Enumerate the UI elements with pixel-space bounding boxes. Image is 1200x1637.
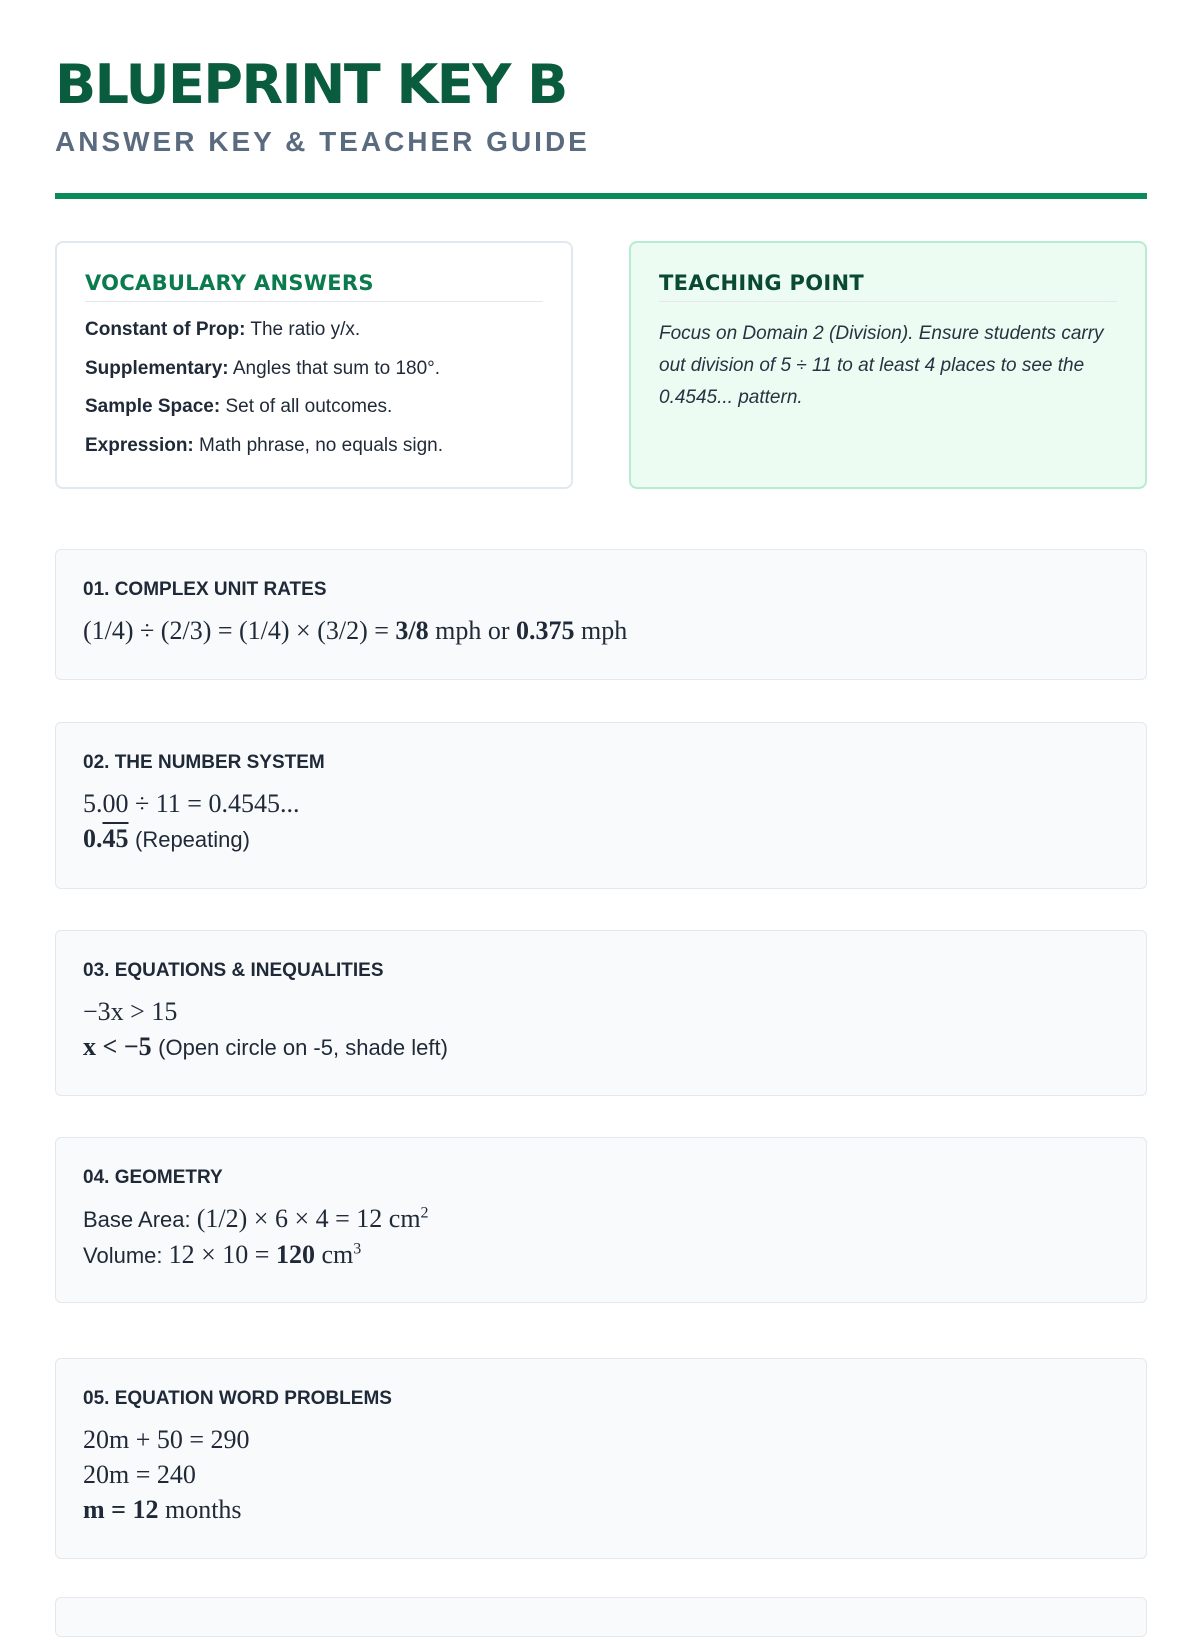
answer-fraction: 3/8 [395, 616, 429, 645]
vocab-definition: Angles that sum to 180°. [232, 357, 441, 379]
section-geometry [55, 1137, 1147, 1303]
base-area-label: Base Area: [83, 1207, 197, 1232]
page-title: BLUEPRINT KEY B [55, 53, 567, 116]
section-heading: 01. COMPLEX UNIT RATES [83, 579, 327, 600]
vocab-item [85, 395, 543, 420]
volume-label: Volume: [83, 1243, 169, 1268]
section-answer-line [83, 613, 1119, 648]
volume-exponent: 3 [353, 1240, 362, 1258]
answer-note: (Repeating) [135, 827, 250, 852]
section-heading: 04. GEOMETRY [83, 1167, 223, 1188]
vocab-item [85, 434, 543, 459]
section-answer-line [83, 821, 1119, 857]
answer-connector: mph or [428, 616, 517, 645]
work-line: −3x > 15 [83, 997, 178, 1026]
section-answer-line [83, 1237, 1119, 1273]
vocab-term: Constant of Prop: [85, 319, 246, 340]
section-heading: 05. EQUATION WORD PROBLEMS [83, 1388, 392, 1409]
section-next [55, 1597, 1147, 1637]
answer-inequality: x < −5 [83, 1032, 152, 1061]
section-heading: 02. THE NUMBER SYSTEM [83, 752, 325, 773]
page-subtitle: ANSWER KEY & TEACHER GUIDE [55, 126, 590, 157]
vocab-definition: Math phrase, no equals sign. [199, 435, 444, 457]
work-line [83, 1201, 1119, 1237]
volume-answer: 120 [275, 1240, 315, 1269]
section-answer-line [83, 1029, 1119, 1065]
vocab-definition: The ratio y/x. [250, 319, 361, 340]
section-equation-word-problems [55, 1358, 1147, 1559]
work-line: 5.00 ÷ 11 = 0.4545... [83, 789, 300, 818]
vocab-item [85, 318, 543, 343]
answer-unit: mph [574, 616, 628, 645]
answer-expression: (1/4) ÷ (2/3) = (1/4) × (3/2) = [83, 616, 396, 645]
answer-unit: months [158, 1495, 242, 1524]
answer-whole: 0. [83, 824, 103, 853]
work-line: 20m = 240 [83, 1460, 196, 1489]
answer-note: (Open circle on -5, shade left) [158, 1035, 448, 1060]
volume-unit: cm [314, 1240, 354, 1269]
vocab-term: Sample Space: [85, 396, 221, 418]
teaching-point-card [629, 241, 1147, 489]
vocab-term: Expression: [85, 435, 194, 457]
section-complex-unit-rates [55, 549, 1147, 680]
vocab-item [85, 357, 543, 382]
section-number-system [55, 722, 1147, 889]
teaching-point-heading: TEACHING POINT [659, 273, 1117, 302]
header-divider [55, 193, 1147, 199]
section-equations-inequalities [55, 930, 1147, 1096]
answer-value: m = 12 [83, 1495, 159, 1524]
answer-decimal: 0.375 [516, 616, 575, 645]
section-answer-line [83, 1492, 1119, 1527]
vocabulary-heading: VOCABULARY ANSWERS [85, 273, 543, 302]
vocab-term: Supplementary: [85, 357, 229, 379]
volume-expression: 12 × 10 = [168, 1240, 276, 1269]
vocab-definition: Set of all outcomes. [225, 396, 393, 418]
answer-repeating-digits: 45 [102, 824, 129, 853]
base-area-expression: (1/2) × 6 × 4 = 12 cm [196, 1204, 421, 1233]
work-line: 20m + 50 = 290 [83, 1425, 250, 1454]
teaching-point-text: Focus on Domain 2 (Division). Ensure students carry out division of 5 ÷ 11 to at least 4 places to see the 0.4545... pattern. [659, 323, 1104, 408]
base-area-exponent: 2 [420, 1204, 429, 1222]
section-heading: 03. EQUATIONS & INEQUALITIES [83, 960, 384, 981]
vocabulary-card [55, 241, 573, 489]
